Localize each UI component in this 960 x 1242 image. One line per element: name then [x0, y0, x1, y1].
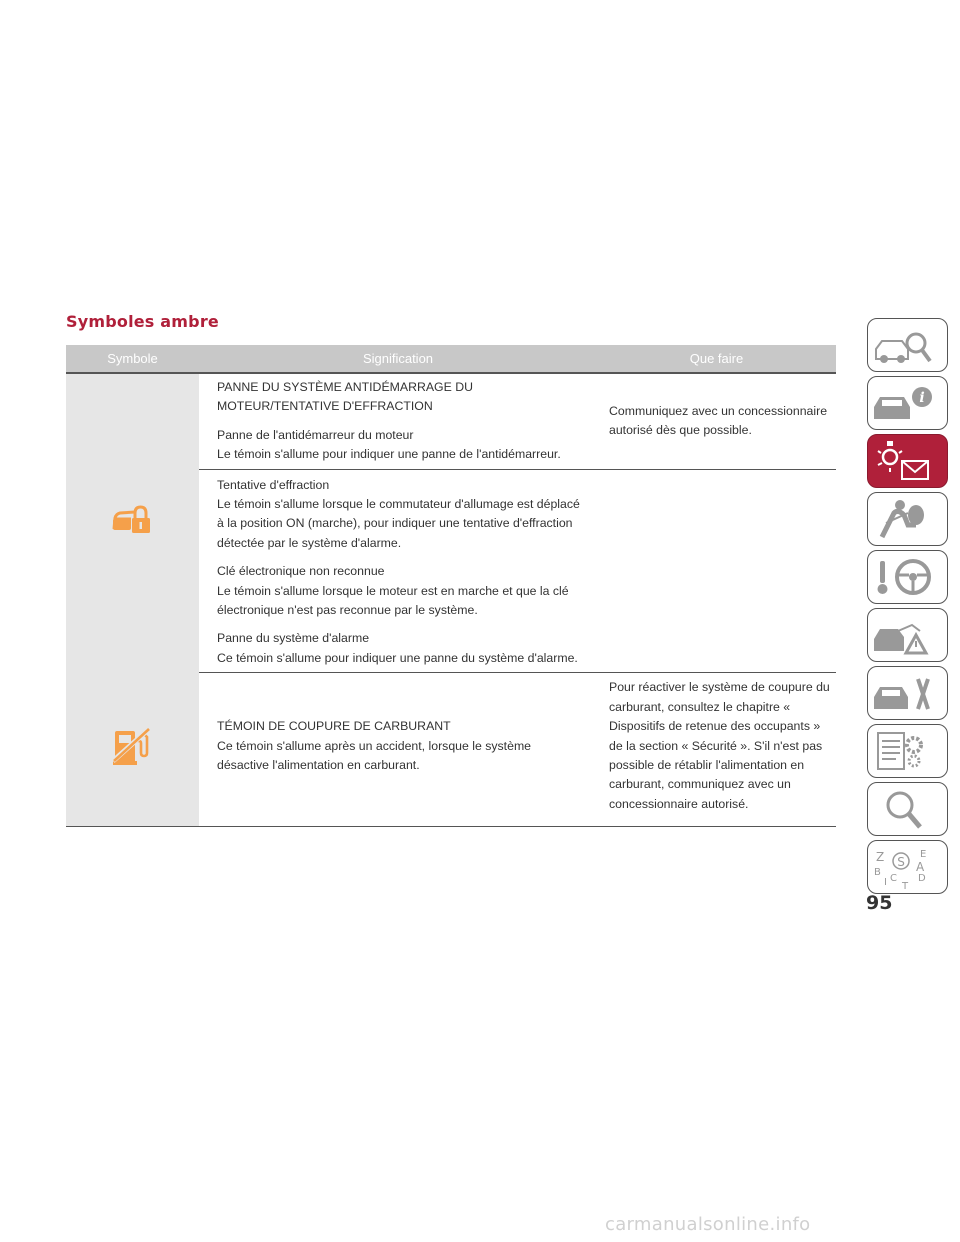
- symbols-table: [66, 345, 836, 827]
- nav-index[interactable]: [867, 840, 948, 894]
- svg-text:D: D: [918, 873, 926, 884]
- steering-wheel-icon: [868, 551, 949, 605]
- nav-warning-lights[interactable]: [867, 434, 948, 488]
- svg-text:T: T: [902, 881, 909, 892]
- technical-data-icon: [868, 725, 949, 779]
- safety-airbag-icon: [868, 493, 949, 547]
- watermark: carmanualsonline.info: [605, 1214, 811, 1235]
- immobilizer-lock-icon: [111, 526, 155, 540]
- nav-technical-data[interactable]: [867, 724, 948, 778]
- nav-starting-driving[interactable]: [867, 550, 948, 604]
- warning-title: PANNE DU SYSTÈME ANTIDÉMARRAGE DU MOTEUR/TENTATIVE D'EFFRACTION: [217, 380, 473, 414]
- svg-text:A: A: [916, 860, 925, 874]
- svg-text:C: C: [890, 873, 897, 884]
- nav-car-info[interactable]: [867, 376, 948, 430]
- meaning-cell: [199, 469, 597, 673]
- fuel-cutoff-icon: [111, 756, 155, 770]
- svg-text:E: E: [920, 849, 927, 860]
- warning-lights-icon: [868, 435, 949, 489]
- search-icon: [868, 783, 949, 837]
- table-header-row: [66, 345, 836, 373]
- symbol-cell: [66, 673, 199, 827]
- nav-search[interactable]: [867, 782, 948, 836]
- car-search-icon: [868, 319, 949, 373]
- page-number: 95: [866, 892, 893, 914]
- meaning-cell: [199, 373, 597, 469]
- description: Ce témoin s'allume après un accident, lorsque le système désactive l'alimentation en carburant.: [217, 738, 532, 772]
- nav-emergency[interactable]: [867, 608, 948, 662]
- subheading: Clé électronique non reconnue: [217, 564, 385, 579]
- action-cell: [597, 373, 836, 469]
- description: Ce témoin s'allume pour indiquer une panne du système d'alarme.: [217, 650, 578, 665]
- subheading: Panne du système d'alarme: [217, 631, 370, 646]
- meaning-cell: [199, 673, 597, 827]
- svg-text:S: S: [897, 855, 905, 869]
- description: Le témoin s'allume pour indiquer une panne de l'antidémarreur.: [217, 447, 561, 462]
- svg-text:Z: Z: [876, 850, 885, 864]
- description: Le témoin s'allume lorsque le commutateur d'allumage est déplacé à la position ON (marche), pour indiquer une tentative d'effraction détectée par le système d'alarme.: [217, 497, 580, 550]
- car-service-icon: [868, 667, 949, 721]
- action-text: Communiquez avec un concessionnaire autorisé dès que possible.: [609, 403, 828, 438]
- action-cell: [597, 673, 836, 827]
- header-symbol: Symbole: [66, 345, 199, 373]
- svg-text:B: B: [874, 867, 881, 878]
- symbol-cell: [66, 373, 199, 673]
- action-cell-empty: [597, 469, 836, 673]
- header-signification: Signification: [199, 345, 597, 373]
- nav-maintenance[interactable]: [867, 666, 948, 720]
- subheading: Tentative d'effraction: [217, 477, 330, 492]
- section-title: Symboles ambre: [66, 312, 219, 331]
- car-info-icon: [868, 377, 949, 431]
- table-row: [66, 673, 836, 827]
- svg-text:I: I: [884, 877, 887, 888]
- nav-safety[interactable]: [867, 492, 948, 546]
- nav-car-search[interactable]: [867, 318, 948, 372]
- index-icon: [868, 841, 949, 895]
- subheading: Panne de l'antidémarreur du moteur: [217, 427, 414, 442]
- warning-title: TÉMOIN DE COUPURE DE CARBURANT: [217, 719, 451, 734]
- action-text: Pour réactiver le système de coupure du carburant, consultez le chapitre « Dispositifs de retenue des occupants » de la section « Sécurité ». S'il n'est pas possible de rétablir l'alimentation en carburant, communiquez avec un concessionnaire autorisé.: [609, 680, 830, 811]
- svg-text:i: i: [919, 390, 925, 406]
- header-que-faire: Que faire: [597, 345, 836, 373]
- table-row: [66, 373, 836, 469]
- description: Le témoin s'allume lorsque le moteur est en marche et que la clé électronique n'est pas reconnue par le système.: [217, 583, 569, 618]
- car-accident-icon: [868, 609, 949, 663]
